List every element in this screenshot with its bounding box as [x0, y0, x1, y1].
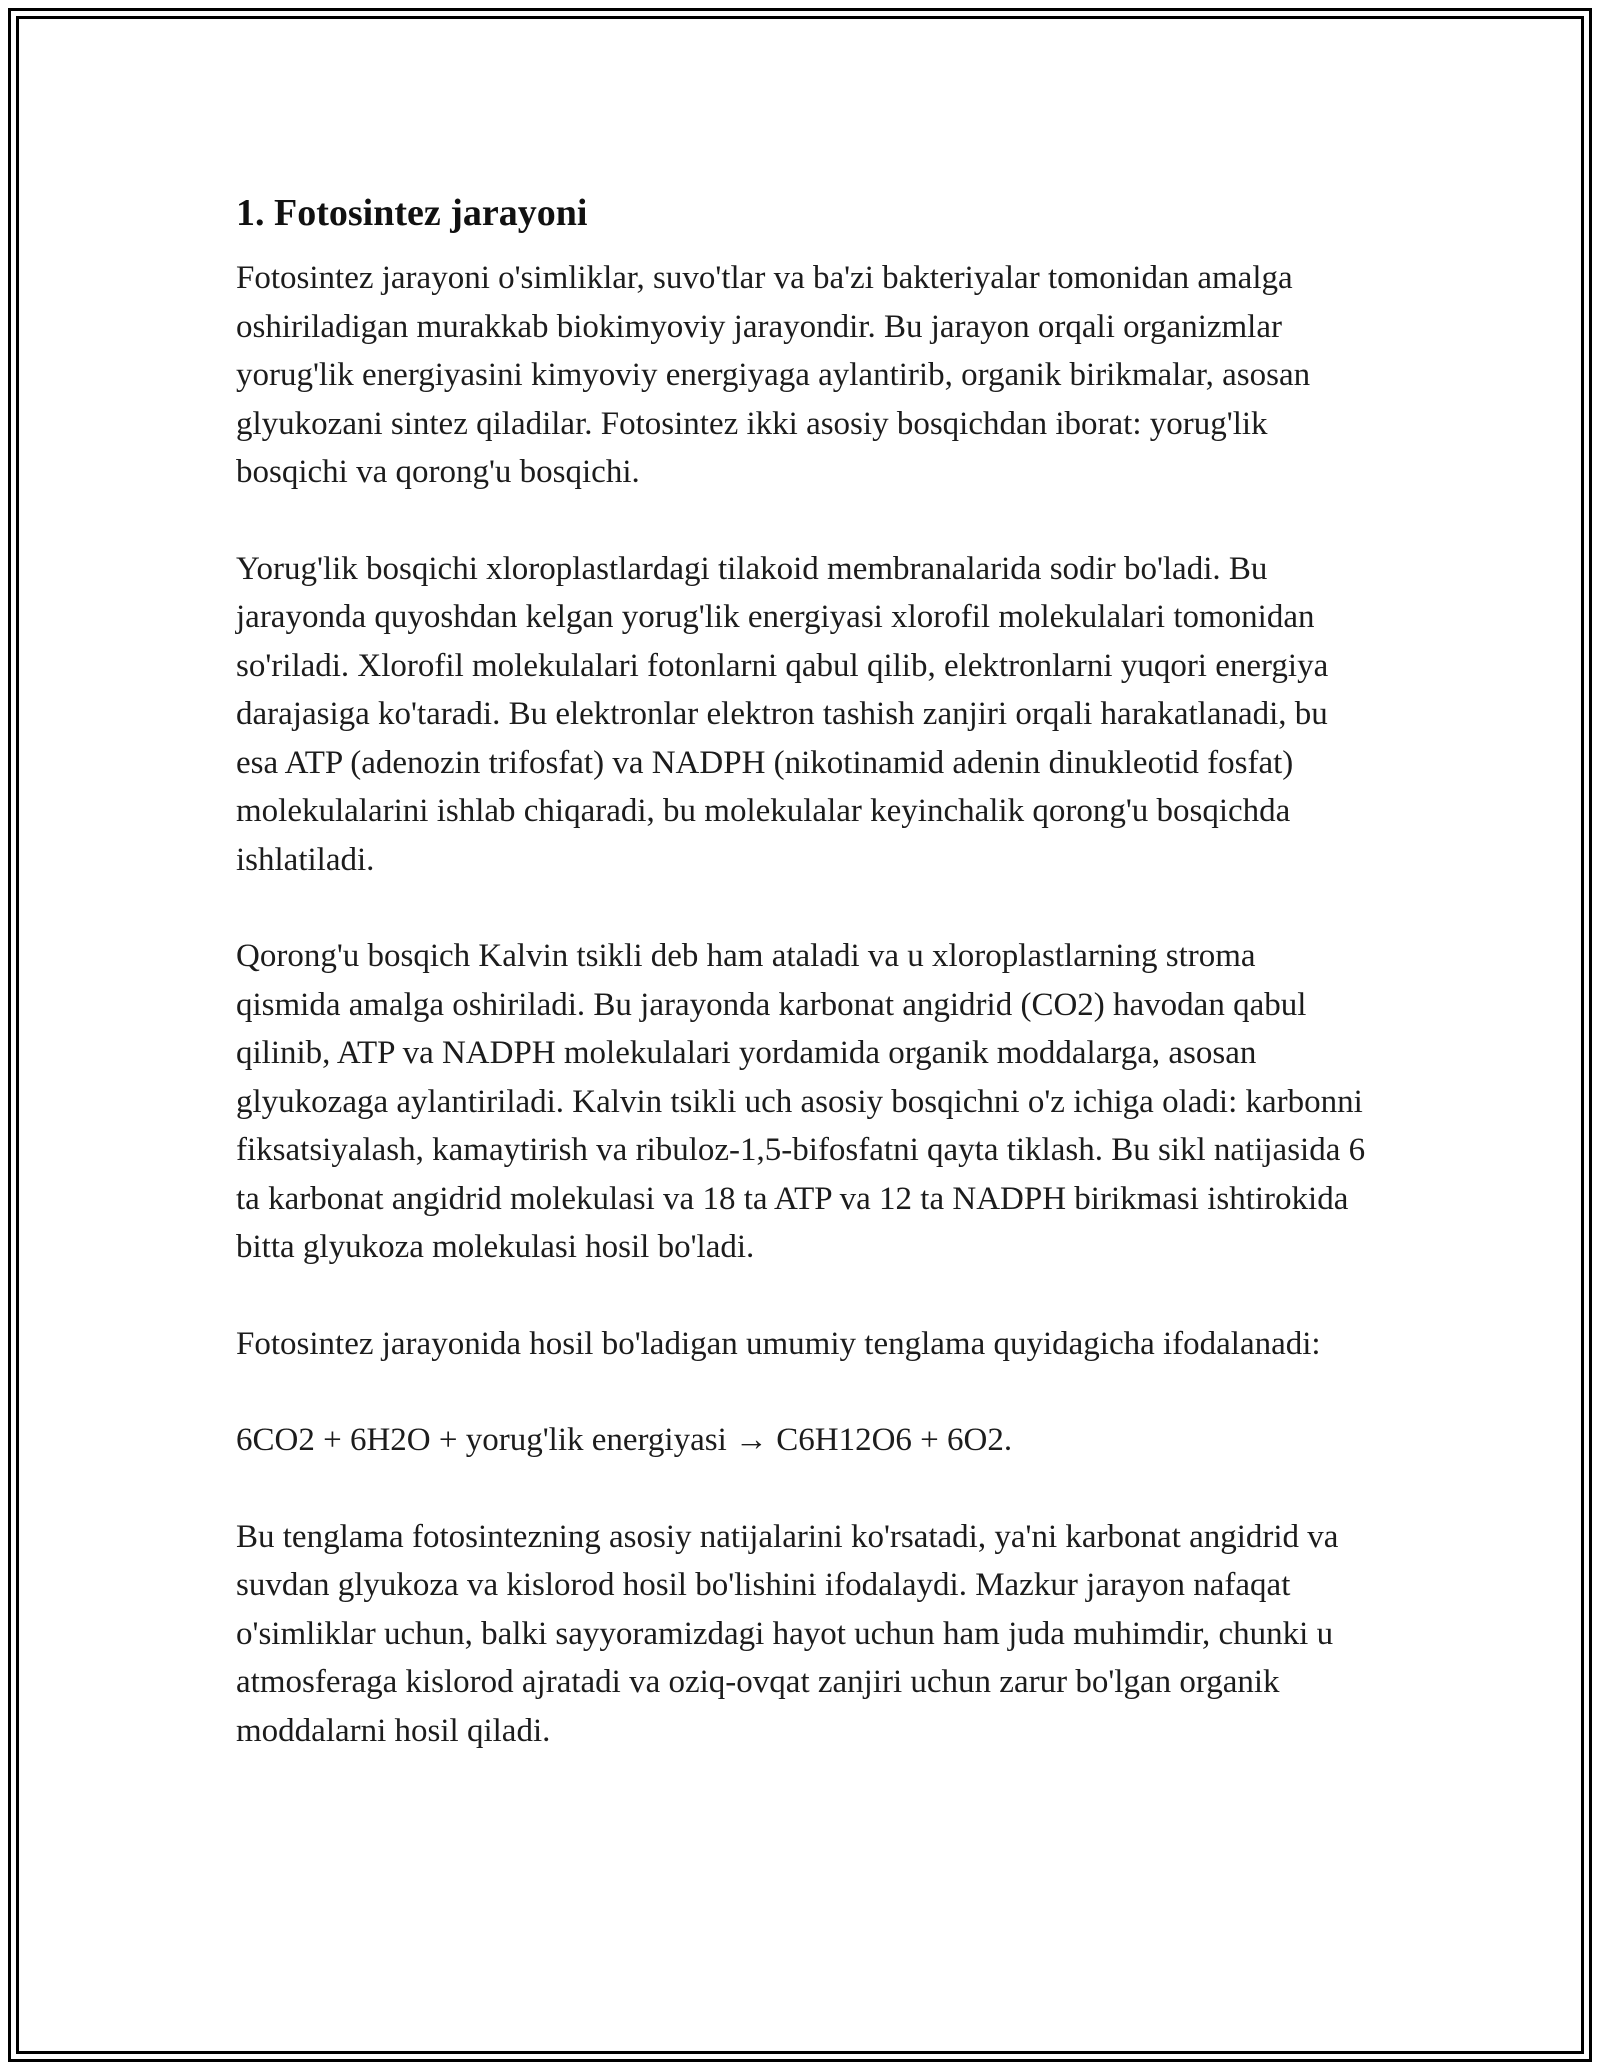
- paragraph-equation-intro: Fotosintez jarayonida hosil bo'ladigan umumiy tenglama quyidagicha ifodalanadi:: [236, 1325, 1321, 1362]
- paragraph-dark-phase: Qorong'u bosqich Kalvin tsikli deb ham ataladi va u xloroplastlarning stroma qismida amalga oshiriladi. Bu jarayonda karbonat angidrid (CO2) havodan qabul qilinib, ATP va NADPH molekulalari yordamida organik moddalarga, asosan glyukozaga aylantiriladi. Kalvin tsikli uch asosiy bosqichni o'z ichiga oladi: karbonni fiksatsiyalash, kamaytirish va ribuloz-1,5-bifosfatni qayta tiklash. Bu sikl natijasida 6 ta karbonat angidrid molekulasi va 18 ta ATP va 12 ta NADPH birikmasi ishtirokida bitta glyukoza molekulasi hosil bo'ladi.: [236, 938, 1366, 1265]
- paragraph-conclusion: Bu tenglama fotosintezning asosiy natijalarini ko'rsatadi, ya'ni karbonat angidrid va suvdan glyukoza va kislorod hosil bo'lishini ifodalaydi. Mazkur jarayon nafaqat o'simliklar uchun, balki sayyoramizdagi hayot uchun ham juda muhimdir, chunki u atmosferaga kislorod ajratadi va oziq-ovqat zanjiri uchun zarur bo'lgan organik moddalarni hosil qiladi.: [236, 1518, 1339, 1749]
- paragraph-intro: Fotosintez jarayoni o'simliklar, suvo'tlar va ba'zi bakteriyalar tomonidan amalga oshiriladigan murakkab biokimyoviy jarayondir. Bu jarayon orqali organizmlar yorug'lik energiyasini kimyoviy energiyaga aylantirib, organik birikmalar, asosan glyukozani sintez qiladilar. Fotosintez ikki asosiy bosqichdan iborat: yorug'lik bosqichi va qorong'u bosqichi.: [236, 260, 1311, 490]
- section-heading: 1. Fotosintez jarayoni: [236, 192, 588, 234]
- photosynthesis-equation: 6CO2 + 6H2O + yorug'lik energiyasi → C6H12O6 + 6O2.: [236, 1422, 1013, 1458]
- paragraph-light-phase: Yorug'lik bosqichi xloroplastlardagi tilakoid membranalarida sodir bo'ladi. Bu jarayonda quyoshdan kelgan yorug'lik energiyasi xlorofil molekulalari tomonidan so'riladi. Xlorofil molekulalari fotonlarni qabul qilib, elektronlarni yuqori energiya darajasiga ko'taradi. Bu elektronlar elektron tashish zanjiri orqali harakatlanadi, bu esa ATP (adenozin trifosfat) va NADPH (nikotinamid adenin dinukleotid fosfat) molekulalarini ishlab chiqaradi, bu molekulalar keyinchalik qorong'u bosqichda ishlatiladi.: [236, 550, 1329, 878]
- document-body: [236, 186, 1366, 1803]
